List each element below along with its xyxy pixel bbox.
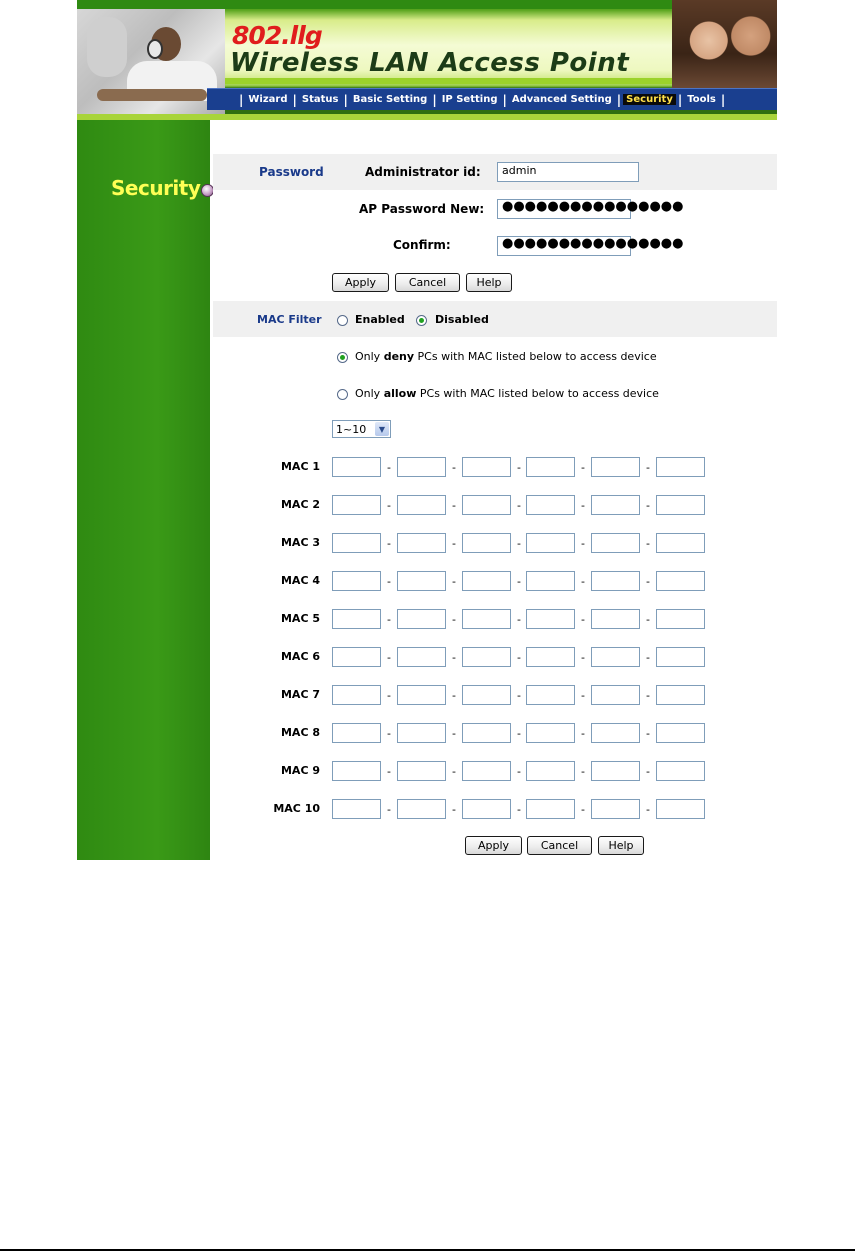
mac-octet-input[interactable] bbox=[656, 571, 705, 591]
admin-id-label: Administrator id: bbox=[365, 165, 481, 179]
mac-row-label: MAC 6 bbox=[280, 650, 320, 663]
allow-mode-label: Only allow PCs with MAC listed below to access device bbox=[355, 387, 659, 400]
mac-octet-separator: - bbox=[581, 651, 585, 664]
mac-octet-separator: - bbox=[581, 613, 585, 626]
sidebar-title: Security bbox=[111, 176, 201, 200]
mac-octet-input[interactable] bbox=[591, 799, 640, 819]
mac-octet-separator: - bbox=[581, 461, 585, 474]
mac-octet-input[interactable] bbox=[397, 495, 446, 515]
mac-octet-separator: - bbox=[581, 499, 585, 512]
sidebar bbox=[77, 114, 210, 860]
mac-octet-input[interactable] bbox=[332, 457, 381, 477]
mac-octet-input[interactable] bbox=[397, 647, 446, 667]
mac-row-label: MAC 1 bbox=[280, 460, 320, 473]
mac-octet-input[interactable] bbox=[397, 723, 446, 743]
mac-octet-input[interactable] bbox=[332, 723, 381, 743]
mac-octet-separator: - bbox=[452, 689, 456, 702]
mac-octet-input[interactable] bbox=[526, 495, 575, 515]
mac-octet-separator: - bbox=[517, 499, 521, 512]
mac-octet-separator: - bbox=[452, 613, 456, 626]
mac-octet-separator: - bbox=[517, 765, 521, 778]
mac-octet-separator: - bbox=[387, 461, 391, 474]
mac-octet-separator: - bbox=[517, 461, 521, 474]
mac-row-label: MAC 3 bbox=[280, 536, 320, 549]
photo-figure-arm bbox=[97, 89, 207, 101]
mac-octet-input[interactable] bbox=[591, 495, 640, 515]
mac-octet-separator: - bbox=[581, 803, 585, 816]
mac-octet-input[interactable] bbox=[397, 533, 446, 553]
mac-octet-input[interactable] bbox=[462, 457, 511, 477]
main-content bbox=[213, 120, 777, 860]
nav-separator: | bbox=[292, 92, 297, 107]
mac-octet-separator: - bbox=[387, 575, 391, 588]
mac-filter-disabled-label: Disabled bbox=[435, 313, 489, 326]
mac-octet-separator: - bbox=[387, 613, 391, 626]
mac-octet-separator: - bbox=[646, 537, 650, 550]
top-nav bbox=[207, 88, 777, 110]
mac-octet-input[interactable] bbox=[656, 609, 705, 629]
mac-octet-input[interactable] bbox=[526, 533, 575, 553]
password-cancel-button[interactable]: Cancel bbox=[395, 273, 460, 292]
mac-octet-input[interactable] bbox=[462, 761, 511, 781]
mac-row-label: MAC 7 bbox=[280, 688, 320, 701]
mac-octet-separator: - bbox=[452, 537, 456, 550]
mac-octet-input[interactable] bbox=[462, 685, 511, 705]
header-banner bbox=[77, 0, 777, 114]
nav-item-ip-setting[interactable]: IP Setting bbox=[441, 94, 498, 105]
ap-password-new-label: AP Password New: bbox=[359, 202, 485, 216]
confirm-password-input[interactable]: ●●●●●●●●●●●●●●●● bbox=[497, 236, 631, 256]
mac-octet-separator: - bbox=[646, 803, 650, 816]
mac-octet-input[interactable] bbox=[591, 761, 640, 781]
mac-octet-separator: - bbox=[646, 499, 650, 512]
mac-octet-separator: - bbox=[452, 575, 456, 588]
mac-octet-input[interactable] bbox=[462, 571, 511, 591]
confirm-label: Confirm: bbox=[393, 238, 451, 252]
mac-octet-separator: - bbox=[387, 689, 391, 702]
mac-octet-input[interactable] bbox=[397, 685, 446, 705]
mac-octet-separator: - bbox=[387, 727, 391, 740]
mac-octet-separator: - bbox=[517, 613, 521, 626]
mac-octet-input[interactable] bbox=[526, 647, 575, 667]
mac-octet-input[interactable] bbox=[332, 799, 381, 819]
mac-octet-separator: - bbox=[646, 689, 650, 702]
mac-octet-input[interactable] bbox=[332, 495, 381, 515]
mac-octet-separator: - bbox=[387, 537, 391, 550]
nav-separator: | bbox=[720, 92, 726, 107]
mac-octet-input[interactable] bbox=[397, 761, 446, 781]
mac-octet-input[interactable] bbox=[332, 685, 381, 705]
banner-photo-right bbox=[672, 0, 777, 90]
mac-octet-input[interactable] bbox=[591, 647, 640, 667]
headphones-icon bbox=[147, 39, 163, 59]
mac-octet-separator: - bbox=[646, 613, 650, 626]
logo-title: Wireless LAN Access Point bbox=[230, 48, 630, 78]
mac-octet-input[interactable] bbox=[526, 571, 575, 591]
mac-octet-input[interactable] bbox=[462, 799, 511, 819]
mac-octet-separator: - bbox=[517, 537, 521, 550]
mac-octet-separator: - bbox=[452, 461, 456, 474]
admin-id-input[interactable]: admin bbox=[497, 162, 639, 182]
mac-octet-separator: - bbox=[646, 461, 650, 474]
mac-row-label: MAC 9 bbox=[280, 764, 320, 777]
mac-octet-separator: - bbox=[646, 651, 650, 664]
mac-octet-input[interactable] bbox=[591, 533, 640, 553]
mac-octet-input[interactable] bbox=[656, 761, 705, 781]
mac-octet-input[interactable] bbox=[656, 533, 705, 553]
mac-filter-disabled-radio[interactable] bbox=[416, 315, 427, 326]
password-help-button[interactable]: Help bbox=[466, 273, 512, 292]
mac-row-label: MAC 8 bbox=[280, 726, 320, 739]
mac-octet-input[interactable] bbox=[397, 609, 446, 629]
mac-octet-input[interactable] bbox=[397, 571, 446, 591]
deny-mode-label: Only deny PCs with MAC listed below to access device bbox=[355, 350, 657, 363]
mac-octet-separator: - bbox=[452, 727, 456, 740]
mac-row-label: MAC 4 bbox=[280, 574, 320, 587]
mac-octet-separator: - bbox=[517, 689, 521, 702]
nav-item-basic-setting[interactable]: Basic Setting bbox=[352, 94, 428, 105]
mac-range-value: 1~10 bbox=[336, 422, 367, 436]
chevron-down-icon[interactable]: ▼ bbox=[375, 422, 389, 436]
mac-range-select[interactable] bbox=[332, 420, 391, 438]
mac-octet-input[interactable] bbox=[591, 457, 640, 477]
mac-octet-separator: - bbox=[581, 727, 585, 740]
mac-octet-input[interactable] bbox=[526, 685, 575, 705]
nav-item-tools[interactable]: Tools bbox=[687, 94, 716, 105]
mac-octet-separator: - bbox=[387, 499, 391, 512]
mac-octet-separator: - bbox=[452, 499, 456, 512]
password-section-label: Password bbox=[259, 165, 324, 179]
mac-octet-input[interactable] bbox=[462, 533, 511, 553]
mac-octet-separator: - bbox=[517, 575, 521, 588]
mac-filter-section-label: MAC Filter bbox=[257, 313, 322, 326]
mac-octet-input[interactable] bbox=[656, 723, 705, 743]
nav-item-advanced-setting[interactable]: Advanced Setting bbox=[511, 94, 612, 105]
mac-row-label: MAC 2 bbox=[280, 498, 320, 511]
page-frame bbox=[77, 0, 777, 860]
nav-item-status[interactable]: Status bbox=[301, 94, 339, 105]
mac-apply-button[interactable]: Apply bbox=[465, 836, 522, 855]
logo-model: 802.llg bbox=[232, 21, 322, 50]
mac-cancel-button[interactable]: Cancel bbox=[527, 836, 592, 855]
mac-octet-input[interactable] bbox=[591, 571, 640, 591]
mac-row-label: MAC 5 bbox=[280, 612, 320, 625]
nav-item-security[interactable]: Security bbox=[623, 94, 676, 105]
mac-help-button[interactable]: Help bbox=[598, 836, 644, 855]
nav-separator: | bbox=[343, 92, 348, 107]
mac-octet-input[interactable] bbox=[462, 647, 511, 667]
deny-mode-radio[interactable] bbox=[337, 352, 348, 363]
mac-octet-input[interactable] bbox=[656, 647, 705, 667]
mac-octet-separator: - bbox=[452, 651, 456, 664]
mac-octet-input[interactable] bbox=[462, 723, 511, 743]
mac-octet-separator: - bbox=[387, 803, 391, 816]
mac-octet-separator: - bbox=[517, 651, 521, 664]
mac-octet-separator: - bbox=[452, 765, 456, 778]
mac-octet-separator: - bbox=[581, 765, 585, 778]
photo-figure bbox=[87, 17, 127, 77]
mac-octet-input[interactable] bbox=[656, 457, 705, 477]
page-bottom-rule bbox=[0, 1249, 855, 1251]
nav-item-wizard[interactable]: Wizard bbox=[248, 94, 288, 105]
mac-filter-enabled-label: Enabled bbox=[355, 313, 405, 326]
mac-octet-input[interactable] bbox=[397, 799, 446, 819]
mac-octet-input[interactable] bbox=[656, 685, 705, 705]
nav-separator: | bbox=[616, 92, 622, 107]
allow-mode-radio[interactable] bbox=[337, 389, 348, 400]
mac-octet-input[interactable] bbox=[526, 457, 575, 477]
mac-octet-input[interactable] bbox=[332, 571, 381, 591]
mac-octet-separator: - bbox=[517, 803, 521, 816]
mac-octet-input[interactable] bbox=[526, 799, 575, 819]
mac-octet-input[interactable] bbox=[462, 609, 511, 629]
mac-octet-input[interactable] bbox=[656, 495, 705, 515]
mac-octet-separator: - bbox=[581, 689, 585, 702]
banner-photo-left bbox=[77, 9, 225, 114]
mac-octet-input[interactable] bbox=[332, 761, 381, 781]
mac-octet-input[interactable] bbox=[526, 609, 575, 629]
mac-octet-separator: - bbox=[452, 803, 456, 816]
nav-separator: | bbox=[677, 92, 683, 107]
mac-octet-input[interactable] bbox=[332, 609, 381, 629]
nav-separator: | bbox=[239, 92, 244, 107]
mac-octet-separator: - bbox=[387, 765, 391, 778]
mac-filter-enabled-radio[interactable] bbox=[337, 315, 348, 326]
mac-octet-input[interactable] bbox=[397, 457, 446, 477]
mac-octet-input[interactable] bbox=[332, 533, 381, 553]
mac-octet-separator: - bbox=[581, 575, 585, 588]
mac-octet-input[interactable] bbox=[462, 495, 511, 515]
mac-octet-input[interactable] bbox=[526, 761, 575, 781]
mac-octet-input[interactable] bbox=[591, 609, 640, 629]
mac-row-label: MAC 10 bbox=[273, 802, 320, 815]
mac-octet-input[interactable] bbox=[656, 799, 705, 819]
ap-password-new-input[interactable]: ●●●●●●●●●●●●●●●● bbox=[497, 199, 631, 219]
nav-separator: | bbox=[432, 92, 437, 107]
mac-octet-separator: - bbox=[646, 575, 650, 588]
mac-octet-input[interactable] bbox=[591, 723, 640, 743]
mac-octet-separator: - bbox=[581, 537, 585, 550]
nav-separator: | bbox=[502, 92, 507, 107]
mac-octet-input[interactable] bbox=[332, 647, 381, 667]
mac-octet-input[interactable] bbox=[526, 723, 575, 743]
mac-octet-input[interactable] bbox=[591, 685, 640, 705]
mac-octet-separator: - bbox=[517, 727, 521, 740]
mac-octet-separator: - bbox=[646, 727, 650, 740]
mac-octet-separator: - bbox=[646, 765, 650, 778]
password-apply-button[interactable]: Apply bbox=[332, 273, 389, 292]
mac-octet-separator: - bbox=[387, 651, 391, 664]
